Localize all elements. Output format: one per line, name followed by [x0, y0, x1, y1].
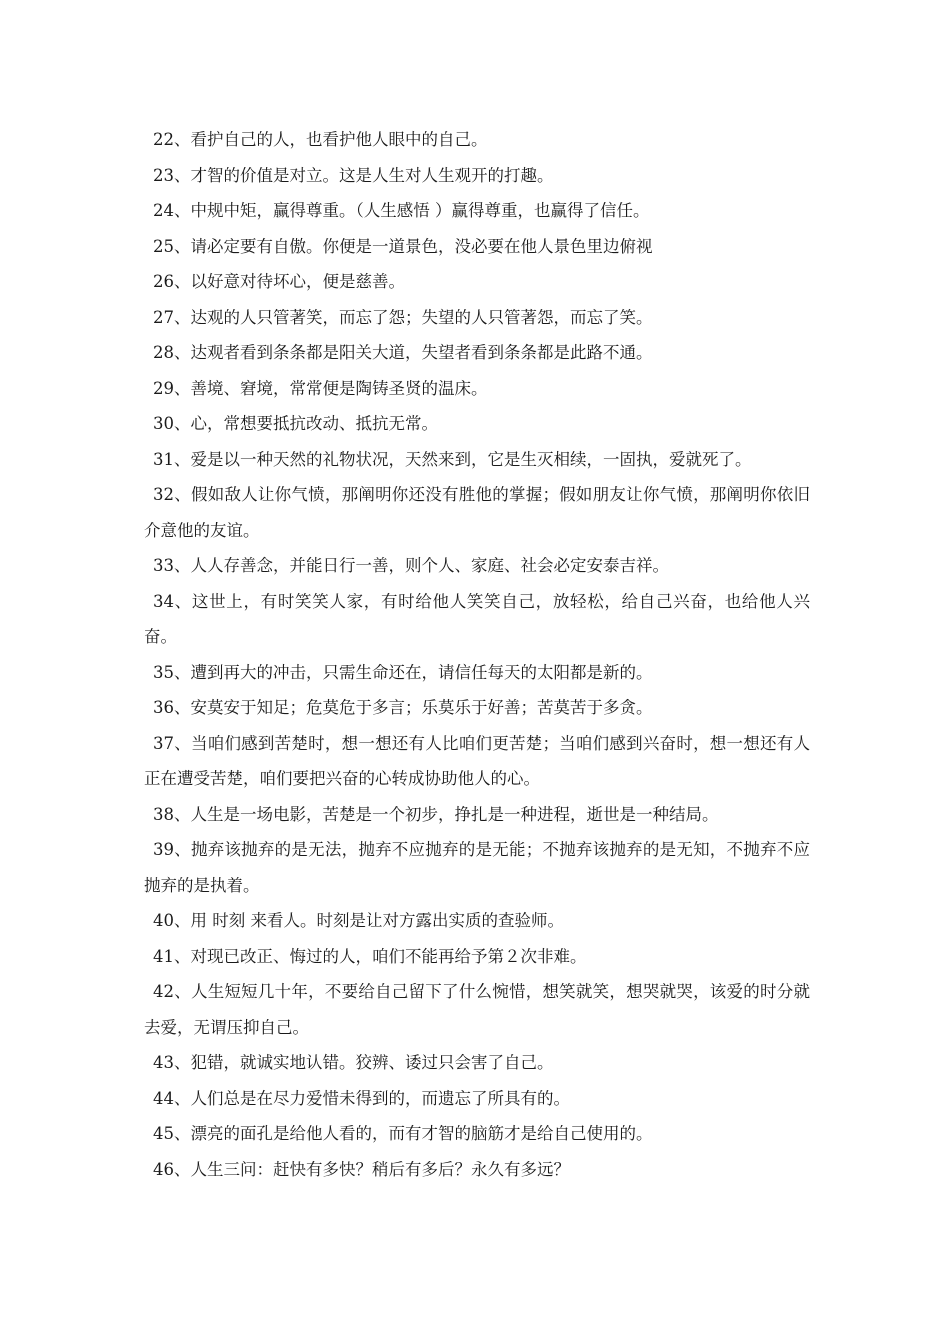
- quote-item: 43、犯错，就诚实地认错。狡辨、诿过只会害了自己。: [153, 1053, 554, 1072]
- quote-item: 23、才智的价值是对立。这是人生对人生观开的打趣。: [153, 165, 554, 185]
- quote-item: 32、假如敌人让你气愤，那阐明你还没有胜他的掌握；假如朋友让你气愤，那阐明你依旧介意他的友谊。: [144, 485, 810, 540]
- quote-item: 38、人生是一场电影，苦楚是一个初步，挣扎是一种进程，逝世是一种结局。: [153, 804, 719, 824]
- quote-item: 24、中规中矩，赢得尊重。（人生感悟 ）赢得尊重，也赢得了信任。: [153, 201, 650, 220]
- quote-item: 34、这世上，有时笑笑人家，有时给他人笑笑自己，放轻松，给自己兴奋，也给他人兴奋。: [144, 591, 810, 646]
- quote-item: 46、人生三问：赶快有多快？稍后有多后？永久有多远？: [153, 1159, 570, 1179]
- quote-item: 31、爱是以一种天然的礼物状况，天然来到，它是生灭相续，一固执，爱就死了。: [153, 449, 752, 469]
- quote-item: 36、安莫安于知足；危莫危于多言；乐莫乐于好善；苦莫苦于多贪。: [153, 698, 653, 717]
- quote-item: 30、心，常想要抵抗改动、抵抗无常。: [153, 414, 438, 433]
- quote-item: 42、人生短短几十年，不要给自己留下了什么惋惜，想笑就笑，想哭就哭，该爱的时分就去爱，无谓压抑自己。: [144, 982, 810, 1037]
- quote-item: 22、看护自己的人，也看护他人眼中的自己。: [153, 130, 488, 149]
- quote-item: 37、当咱们感到苦楚时，想一想还有人比咱们更苦楚；当咱们感到兴奋时，想一想还有人正在遭受苦楚，咱们要把兴奋的心转成协助他人的心。: [144, 733, 810, 788]
- quote-item: 33、人人存善念，并能日行一善，则个人、家庭、社会必定安泰吉祥。: [153, 556, 669, 575]
- quote-item: 35、遭到再大的冲击，只需生命还在，请信任每天的太阳都是新的。: [153, 662, 653, 682]
- quote-item: 39、抛弃该抛弃的是无法，抛弃不应抛弃的是无能；不抛弃该抛弃的是无知，不抛弃不应抛弃的是执着。: [144, 840, 810, 895]
- quote-item: 27、达观的人只管著笑，而忘了怨；失望的人只管著怨，而忘了笑。: [153, 307, 653, 327]
- document-body: [144, 122, 810, 1187]
- quote-item: 44、人们总是在尽力爱惜未得到的，而遗忘了所具有的。: [153, 1088, 570, 1108]
- quote-item: 28、达观者看到条条都是阳关大道，失望者看到条条都是此路不通。: [153, 343, 653, 362]
- quote-item: 26、以好意对待坏心，便是慈善。: [153, 272, 405, 291]
- quote-item: 25、请必定要有自傲。你便是一道景色，没必要在他人景色里边俯视: [153, 236, 653, 256]
- quote-item: 29、善境、窘境，常常便是陶铸圣贤的温床。: [153, 378, 488, 398]
- quote-item: 41、对现已改正、悔过的人，咱们不能再给予第２次非难。: [153, 946, 587, 966]
- quote-item: 45、漂亮的面孔是给他人看的，而有才智的脑筋才是给自己使用的。: [153, 1124, 653, 1143]
- quote-item: 40、用 时刻 来看人。时刻是让对方露出实质的查验师。: [153, 911, 564, 930]
